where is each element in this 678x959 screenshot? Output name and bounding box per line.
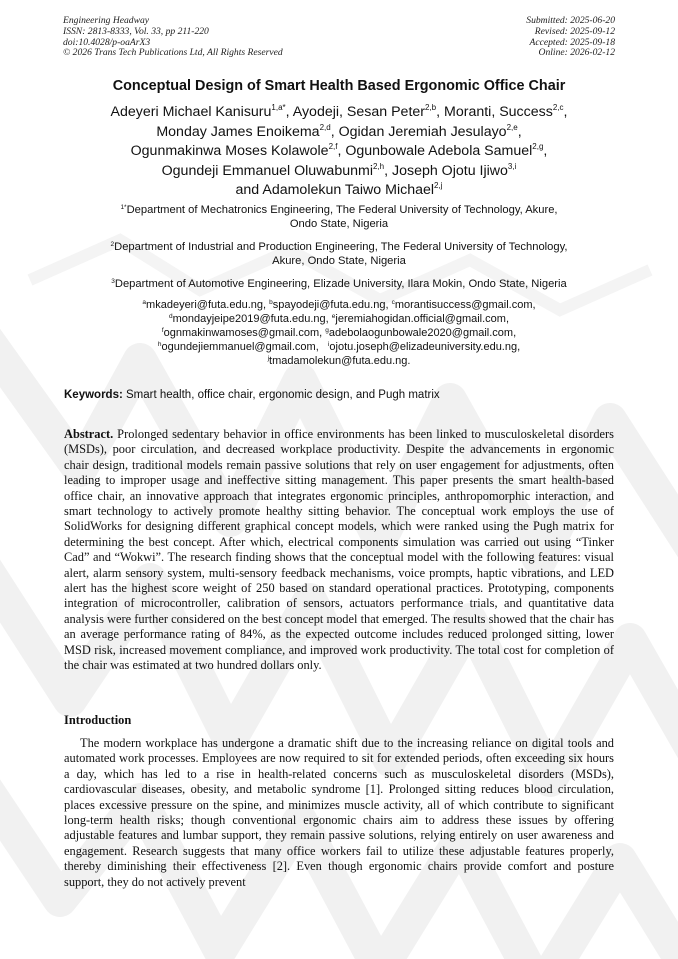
author-name: , Ayodeji, Sesan Peter bbox=[285, 104, 425, 120]
submitted-date: Submitted: 2025-06-20 bbox=[526, 15, 615, 26]
affiliation-list bbox=[76, 203, 602, 300]
journal-name: Engineering Headway bbox=[63, 15, 150, 26]
author-superscript: 2,e bbox=[506, 122, 518, 132]
author-separator: , bbox=[563, 104, 568, 120]
email-superscript: h bbox=[157, 341, 162, 348]
email-superscript: c bbox=[391, 299, 395, 306]
author-line bbox=[60, 103, 618, 123]
author-superscript: 1,a* bbox=[271, 103, 286, 112]
author-name: , Ogunbowale Adebola Samuel bbox=[337, 143, 533, 159]
affiliation-text: Department of Mechatronics Engineering, The Federal University of Technology, Akure, bbox=[126, 204, 558, 216]
author-name: Ogunmakinwa Moses Kolawole bbox=[130, 143, 329, 159]
author-superscript: 2,h bbox=[372, 161, 385, 171]
email-address[interactable]: mkadeyeri@futa.edu.ng, bbox=[146, 299, 270, 311]
author-name: and Adamolekun Taiwo Michael bbox=[235, 182, 435, 198]
author-separator: , bbox=[517, 123, 522, 140]
email-address[interactable]: jeremiahogidan.official@gmail.com, bbox=[335, 313, 510, 325]
email-address[interactable]: ojotu.joseph@elizadeuniversity.edu.ng, bbox=[329, 341, 521, 353]
doi[interactable]: doi:10.4028/p-oaArX3 bbox=[63, 36, 151, 48]
journal-info bbox=[63, 16, 283, 59]
email-list bbox=[76, 298, 602, 368]
author-superscript: 2,f bbox=[328, 142, 338, 151]
affiliation-superscript: 3 bbox=[111, 278, 115, 285]
email-superscript: i bbox=[327, 341, 330, 348]
author-separator: , bbox=[543, 143, 548, 159]
author-name: Adeyeri Michael Kanisuru bbox=[110, 104, 272, 120]
affiliation-superscript: 2 bbox=[110, 241, 115, 248]
affiliation-superscript: 1* bbox=[120, 204, 127, 211]
copyright: © 2026 Trans Tech Publications Ltd, All Rights Reserved bbox=[63, 47, 283, 59]
keywords-text: Smart health, office chair, ergonomic design, and Pugh matrix bbox=[122, 389, 440, 401]
email-superscript: d bbox=[168, 313, 173, 320]
author-name: , Ogidan Jeremiah Jesulayo bbox=[330, 123, 507, 140]
email-address[interactable]: spayodeji@futa.edu.ng, bbox=[272, 299, 392, 311]
author-superscript: 3,i bbox=[507, 161, 517, 171]
online-date: Online: 2026-02-12 bbox=[538, 47, 615, 59]
author-superscript: 2,d bbox=[319, 122, 331, 132]
author-superscript: 2,b bbox=[425, 103, 437, 112]
paper-title: Conceptual Design of Smart Health Based Ergonomic Office Chair bbox=[112, 78, 566, 94]
section-heading-introduction: Introduction bbox=[64, 713, 132, 727]
email-address[interactable]: mondayjeipe2019@futa.edu.ng, bbox=[172, 313, 332, 325]
affiliation-text: Department of Automotive Engineering, Elizade University, Ilara Mokin, Ondo State, Nigeria bbox=[114, 278, 567, 290]
email-address[interactable]: morantisuccess@gmail.com, bbox=[394, 299, 536, 311]
author-superscript: 2,c bbox=[552, 103, 564, 112]
email-address[interactable]: ogundejiemmanuel@gmail.com, bbox=[161, 341, 319, 353]
keywords bbox=[64, 389, 624, 401]
author-superscript: 2,g bbox=[532, 142, 544, 151]
author-line bbox=[60, 181, 618, 201]
author-name: Monday James Enoikema bbox=[156, 123, 320, 140]
abstract-text: Prolonged sedentary behavior in office environments has been linked to musculoskeletal disorders (MSDs), poor circulation, and decreased workplace productivity. Despite the advancements in ergonomic chair design, traditional models remain passive solutions that rely on user engagement for adjustments, often leading to improper usage and ineffective sitting management. This paper presents the smart health-based office chair, an innovative approach that integrates ergonomic principles, anthropomorphic interaction, and smart technology to actively promote healthy sitting behavior. The conceptual work employs the use of SolidWorks for designing different graphical concept models, which were ranked using the Pugh matrix for determining the best concept. After which, electrical components simulation was carried out using “Tinker Cad” and “Wokwi”. The research finding shows that the conceptual model with the following features: visual alert, alarm sensory system, multi-sensory feedback mechanisms, voice prompts, haptic vibrations, and LED alert has the highest score weight of 250 based on standard operational practices. Prototyping, components integration of microcontroller, calibration of sensors, actuators performance trials, and quantitative data analysis were further considered on the best concept model that emerged. The results showed that the chair has an average performance rating of 84%, as the expected outcome includes reduced prolonged sitting, lower MSD risk, increased movement compliance, and improved work productivity. The total cost for completion of the chair was estimated at two hundred dollars only. bbox=[64, 427, 614, 673]
affiliation-text: Ondo State, Nigeria bbox=[289, 218, 389, 230]
abstract-label: Abstract. bbox=[64, 427, 114, 441]
author-name: Ogundeji Emmanuel Oluwabunmi bbox=[161, 162, 373, 179]
email-address[interactable]: adebolaogunbowale2020@gmail.com, bbox=[328, 327, 517, 339]
affiliation bbox=[76, 240, 602, 268]
email-superscript: e bbox=[331, 313, 336, 320]
abstract bbox=[64, 427, 614, 674]
author-line bbox=[60, 162, 618, 182]
accepted-date: Accepted: 2025-09-18 bbox=[529, 36, 615, 48]
keywords-label: Keywords: bbox=[64, 389, 123, 401]
author-name: , Moranti, Success bbox=[436, 104, 553, 120]
affiliation bbox=[76, 203, 602, 231]
publication-dates bbox=[526, 16, 615, 59]
introduction-paragraph: The modern workplace has undergone a dramatic shift due to the increasing reliance on digital tools and automated work processes. Employees are now required to sit for extended periods, often exceeding six hours a day, which has led to a rise in health-related concerns such as musculoskeletal disorders (MSDs), cardiovascular diseases, obesity, and metabolic syndrome [1]. Prolonged sitting reduces blood circulation, places excessive pressure on the spine, and minimizes muscle activity, all of which contribute to significant long-term health risks; though conventional ergonomic chairs aim to address these issues by offering adjustable features and lumbar support, they remain passive solutions, relying entirely on user awareness and engagement. Research suggests that many office workers fail to utilize these adjustable features properly, thereby diminishing their effectiveness [2]. Even though ergonomic chairs provide comfort and posture support, they do not actively prevent bbox=[64, 736, 614, 889]
issn-volume-pages: ISSN: 2813-8333, Vol. 33, pp 211-220 bbox=[63, 25, 209, 37]
email-superscript: f bbox=[161, 327, 164, 334]
email-superscript: a bbox=[142, 299, 147, 306]
affiliation-text: Department of Industrial and Production Engineering, The Federal University of Technology, bbox=[114, 241, 568, 253]
email-superscript: j bbox=[267, 355, 270, 362]
author-name: , Joseph Ojotu Ijiwo bbox=[384, 162, 508, 179]
email-superscript: g bbox=[325, 327, 329, 334]
author-superscript: 2,j bbox=[434, 181, 443, 190]
email-address[interactable]: tmadamolekun@futa.edu.ng. bbox=[269, 355, 411, 367]
email-address[interactable]: ognmakinwamoses@gmail.com, bbox=[163, 327, 326, 339]
affiliation-text: Akure, Ondo State, Nigeria bbox=[272, 255, 406, 267]
revised-date: Revised: 2025-09-12 bbox=[534, 25, 615, 37]
author-line bbox=[60, 142, 618, 162]
email-superscript: b bbox=[269, 299, 273, 306]
affiliation bbox=[76, 277, 602, 291]
author-line bbox=[60, 123, 618, 143]
author-list bbox=[60, 103, 618, 201]
